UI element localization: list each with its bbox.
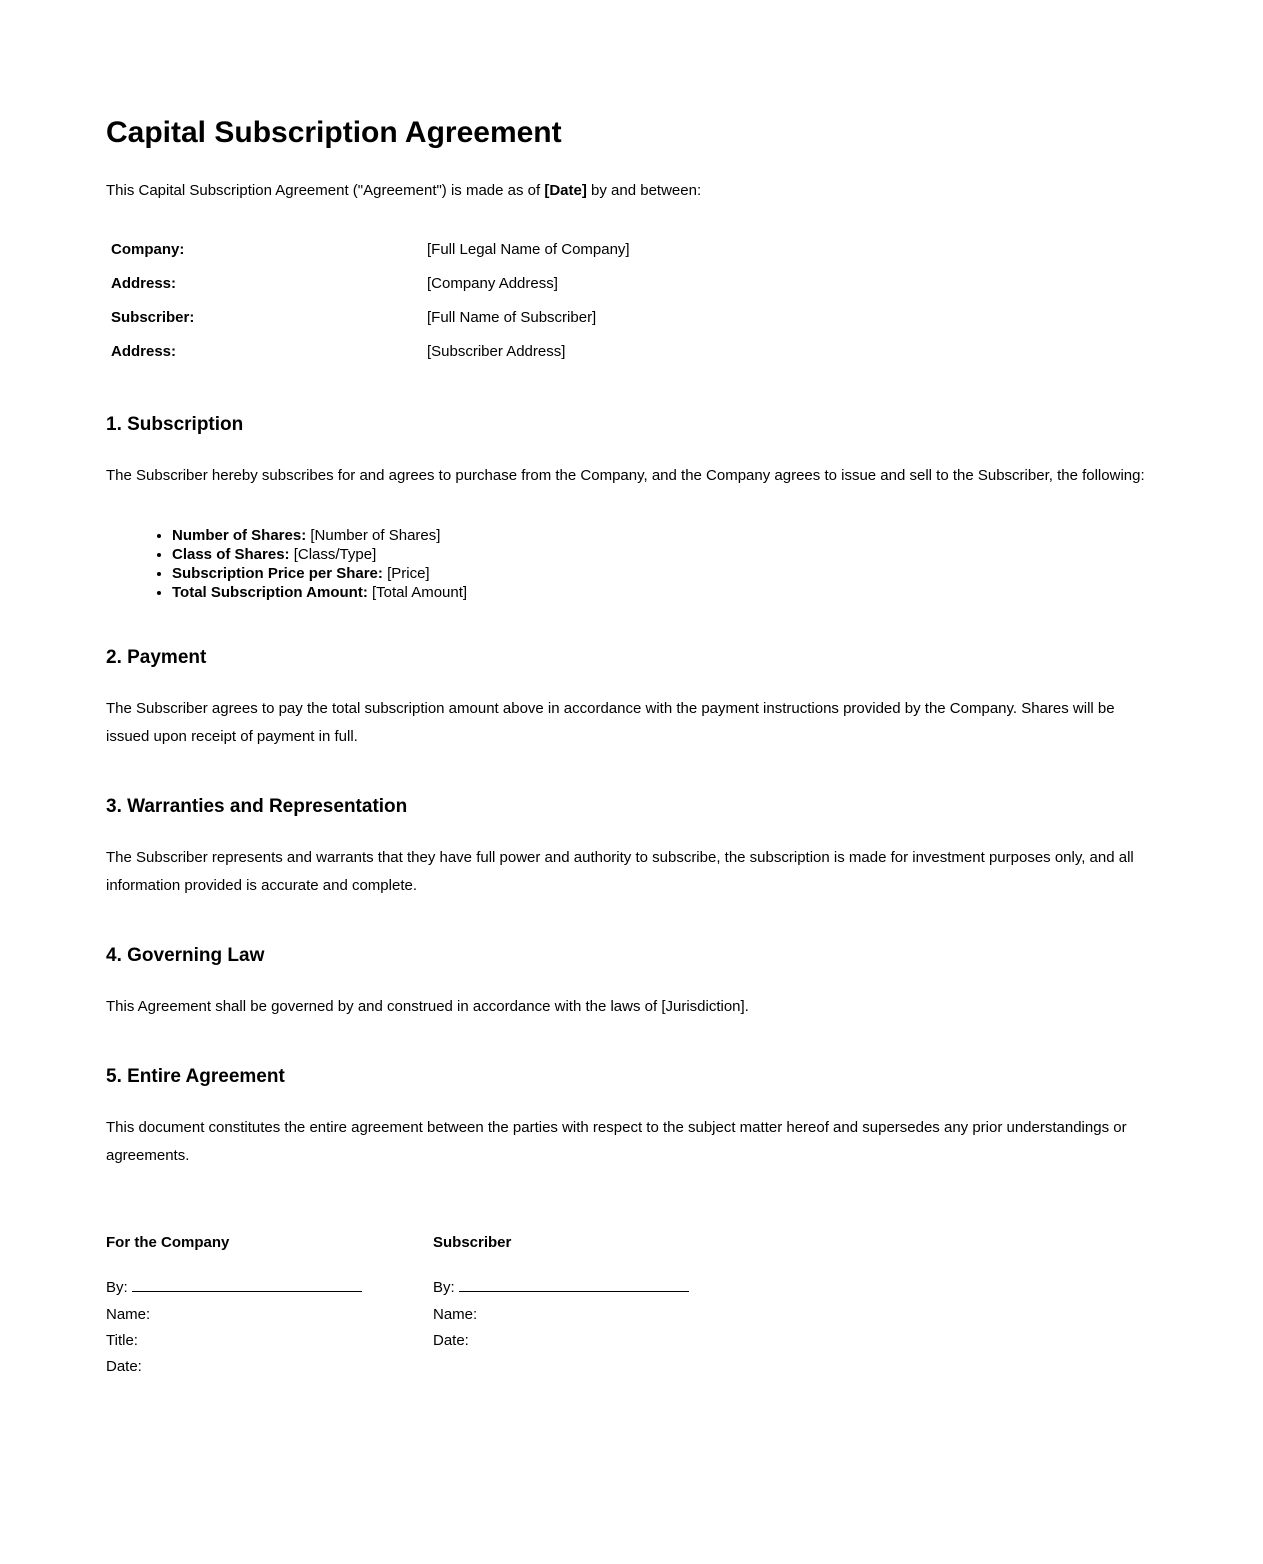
document-title: Capital Subscription Agreement — [106, 116, 562, 149]
signature-section — [106, 1234, 1157, 1380]
party-value: [Subscriber Address] — [427, 343, 566, 360]
party-label: Address: — [111, 275, 177, 292]
table-row-company-address — [106, 267, 1157, 301]
section-body-entire-agreement: This document constitutes the entire agreement between the parties with respect to the subject matter hereof and supersedes any prior understandings or agreements. — [106, 1119, 1127, 1164]
parties-table — [106, 233, 1157, 369]
subscription-details-list — [106, 526, 1157, 602]
bullet-label: Class of Shares: — [172, 546, 290, 563]
table-row-subscriber-address — [106, 335, 1157, 369]
party-value: [Company Address] — [427, 275, 558, 292]
table-row-company — [106, 233, 1157, 267]
bullet-value: [Number of Shares] — [310, 527, 441, 544]
party-label: Company: — [111, 241, 185, 258]
section-heading-subscription: 1. Subscription — [106, 414, 244, 435]
company-title-field-label: Title: — [106, 1332, 138, 1349]
intro-text-after: by and between: — [586, 182, 702, 199]
company-by-line — [106, 1279, 433, 1296]
party-value: [Full Name of Subscriber] — [427, 309, 597, 326]
section-heading-warranties: 3. Warranties and Representation — [106, 796, 408, 817]
bullet-label: Subscription Price per Share: — [172, 565, 383, 582]
subscriber-date-field-label: Date: — [433, 1332, 469, 1349]
section-body-subscription: The Subscriber hereby subscribes for and agrees to purchase from the Company, and the Company agrees to issue and sell to the Subscriber, the following: — [106, 467, 1145, 484]
section-heading-governing-law: 4. Governing Law — [106, 945, 265, 966]
section-heading-payment: 2. Payment — [106, 647, 207, 668]
company-signature-heading: For the Company — [106, 1234, 230, 1251]
by-label: By: — [106, 1279, 128, 1296]
section-body-warranties: The Subscriber represents and warrants that they have full power and authority to subscribe, the subscription is made for investment purposes only, and all information provided is accurate and complete. — [106, 849, 1134, 894]
company-name-field-label: Name: — [106, 1306, 151, 1323]
subscriber-signature-block — [433, 1234, 760, 1380]
date-placeholder: [Date] — [544, 182, 587, 199]
table-row-subscriber — [106, 301, 1157, 335]
subscriber-by-line — [433, 1279, 760, 1296]
company-signature-block — [106, 1234, 433, 1380]
bullet-label: Number of Shares: — [172, 527, 307, 544]
section-body-governing-law: This Agreement shall be governed by and construed in accordance with the laws of [Jurisdiction]. — [106, 998, 749, 1015]
subscriber-signature-line — [459, 1279, 689, 1292]
list-item — [172, 583, 1157, 602]
section-body-payment: The Subscriber agrees to pay the total subscription amount above in accordance with the payment instructions provided by the Company. Shares will be issued upon receipt of payment in full. — [106, 700, 1115, 745]
bullet-value: [Class/Type] — [293, 546, 377, 563]
party-label: Subscriber: — [111, 309, 195, 326]
by-label: By: — [433, 1279, 455, 1296]
section-heading-entire-agreement: 5. Entire Agreement — [106, 1066, 285, 1087]
company-signature-line — [132, 1279, 362, 1292]
company-date-field-label: Date: — [106, 1358, 142, 1375]
subscriber-signature-heading: Subscriber — [433, 1234, 512, 1251]
bullet-value: [Total Amount] — [372, 584, 468, 601]
party-label: Address: — [111, 343, 177, 360]
list-item — [172, 545, 1157, 564]
intro-paragraph — [106, 177, 1157, 205]
bullet-value: [Price] — [387, 565, 430, 582]
intro-text-before: This Capital Subscription Agreement ("Agreement") is made as of — [106, 182, 545, 199]
subscriber-name-field-label: Name: — [433, 1306, 478, 1323]
list-item — [172, 526, 1157, 545]
party-value: [Full Legal Name of Company] — [427, 241, 630, 258]
list-item — [172, 564, 1157, 583]
bullet-label: Total Subscription Amount: — [172, 584, 368, 601]
